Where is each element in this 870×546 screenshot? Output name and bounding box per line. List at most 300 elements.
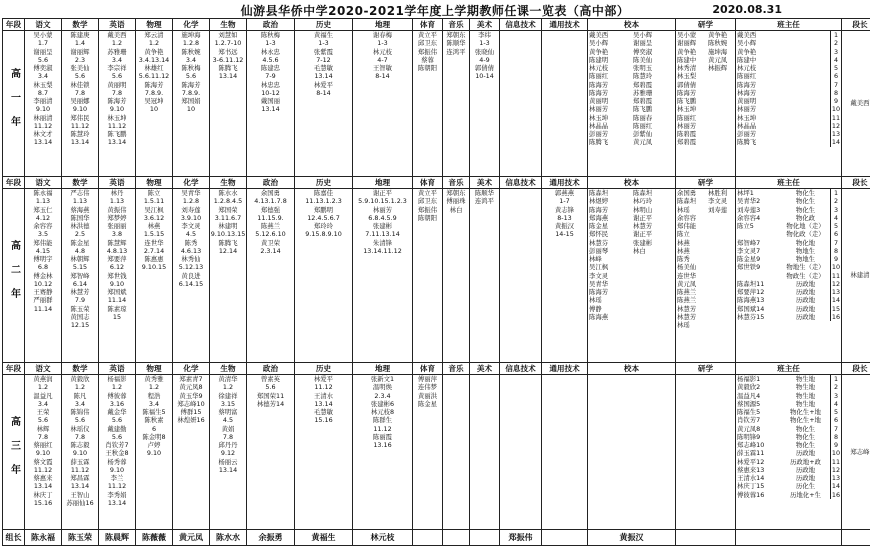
cell-line: 黄卫荣 xyxy=(247,239,294,247)
banzhuren-row xyxy=(736,272,841,280)
banzhuren-name: 杨福影1 xyxy=(736,375,781,383)
cell-line: 陈海燕 xyxy=(589,313,633,321)
cell-line: 11.12 xyxy=(99,482,135,490)
cell-line: 蔡海燕 xyxy=(62,206,98,214)
cell-line: 2.3.4 xyxy=(353,392,412,400)
banzhuren-row xyxy=(736,31,841,39)
cell-line: 15.16 xyxy=(295,416,352,424)
cell-line: 陈海芳 xyxy=(589,288,633,296)
cell-line: 林瑶仪 xyxy=(62,425,98,433)
cell-line: 傅静 xyxy=(589,305,633,313)
footer-empty xyxy=(842,530,870,546)
cell-line: 傅奕淑 xyxy=(633,48,675,56)
cell-line: 黄争艳 xyxy=(589,48,633,56)
banzhuren-class: 11 xyxy=(830,272,841,280)
banzhuren-name: 陈海燕13 xyxy=(736,296,781,304)
cell-line: 7.8.9. xyxy=(136,89,172,97)
cell-line: 苏雅珊 xyxy=(633,89,675,97)
cell-line: 陈海芳 xyxy=(677,89,708,97)
banzhuren-class: 13 xyxy=(830,130,841,138)
group-leader: 黄元凤 xyxy=(173,530,210,546)
group-leader: 陈薇薇 xyxy=(136,530,173,546)
banzhuren-row xyxy=(736,72,841,80)
header-8: 地理 xyxy=(353,363,413,375)
yanxue-columns xyxy=(677,189,735,329)
header-1: 数学 xyxy=(62,19,99,31)
cell-line: 张建彬 xyxy=(353,222,412,230)
cell-line: 11.12 xyxy=(295,383,352,391)
cell-line: 林辉 xyxy=(25,425,61,433)
cell-line: 谢正平 xyxy=(633,230,675,238)
banzhuren-subjects: 物化生 xyxy=(781,206,830,214)
banzhuren-subjects: 物化生+地 xyxy=(781,416,830,424)
cell-line: 陈燕兰 xyxy=(677,296,708,304)
cell-line: 1.2 xyxy=(136,383,172,391)
banzhuren-row xyxy=(736,138,841,146)
cell-line: 蔡丽红 xyxy=(25,441,61,449)
banzhuren-name: 吴青华2 xyxy=(736,197,781,205)
cell-xinxi xyxy=(500,31,542,177)
banzhuren-name: 傅彼蓉16 xyxy=(736,491,781,499)
header-12: 信息技术 xyxy=(500,363,542,375)
cell-line: 7.8 xyxy=(25,433,61,441)
banzhuren-row xyxy=(736,313,841,321)
cell-line: 陈素琼 xyxy=(99,305,135,313)
cell-line: 傅彼蓉 xyxy=(99,392,135,400)
duanzhang: 戴美西 xyxy=(842,31,870,177)
cell-line: 林玉坤 xyxy=(99,114,135,122)
banzhuren-class: 9 xyxy=(830,97,841,105)
banzhuren-row xyxy=(736,482,841,490)
cell-line: 陈建忠 xyxy=(247,64,294,72)
cell-line: 15 xyxy=(99,313,135,321)
cell-line: 黄丽明 xyxy=(589,97,633,105)
cell-line: 7.8 xyxy=(62,433,98,441)
banzhuren-subjects: 物地生 xyxy=(781,255,830,263)
group-leader: 林元枝 xyxy=(353,530,413,546)
banzhuren-subjects: 物化生 xyxy=(781,425,830,433)
cell-line: 吴小辉 xyxy=(589,39,633,47)
cell-tiyu xyxy=(413,375,443,530)
cell-line: 黄燕润 xyxy=(25,375,61,383)
cell-line: 7.8.9. xyxy=(173,89,209,97)
cell-line: 陈美仙 xyxy=(633,56,675,64)
cell-line: 2.3 xyxy=(62,56,98,64)
group-leader: 郑振伟 xyxy=(500,530,542,546)
cell-meishu xyxy=(470,189,500,363)
header-16: 班主任 xyxy=(736,19,842,31)
header-5: 生物 xyxy=(210,363,247,375)
banzhuren-row xyxy=(736,466,841,474)
cell-line: 林丽芳 xyxy=(353,206,412,214)
cell-line: 3.15 xyxy=(210,400,246,408)
cell-yinyue xyxy=(443,375,470,530)
cell-line: 杨丽云 xyxy=(210,458,246,466)
cell-yanxue xyxy=(676,189,736,363)
cell-line: 13.14 xyxy=(25,138,61,146)
cell-line: 9.10.15 xyxy=(136,263,172,271)
yanxue-columns xyxy=(677,31,735,147)
cell-zhengzhi xyxy=(247,189,295,363)
header-2: 英语 xyxy=(99,363,136,375)
cell-line: 黄争艳 xyxy=(708,31,735,39)
banzhuren-name: 刘寿莲3 xyxy=(736,206,781,214)
banzhuren-spacer xyxy=(781,130,830,138)
cell-line: 6.12 xyxy=(99,263,135,271)
cell-line: 傅奕淑 xyxy=(25,64,61,72)
cell-line: 13.14 xyxy=(295,72,352,80)
cell-line: 彭丽琴 xyxy=(589,247,633,255)
header-9: 体育 xyxy=(413,363,443,375)
header-10: 音乐 xyxy=(443,177,470,189)
cell-xinxi xyxy=(500,189,542,363)
cell-line: 谢春梅 xyxy=(353,31,412,39)
cell-line: 林煌妍16 xyxy=(173,416,209,424)
cell-line: 1.13 xyxy=(62,197,98,205)
cell-line: 郑伟能 xyxy=(677,222,708,230)
banzhuren-class: 4 xyxy=(830,56,841,64)
banzhuren-subjects: 物地生（走） xyxy=(781,263,830,271)
cell-line: 陈嘉佳 xyxy=(295,189,352,197)
cell-line: 11.14 xyxy=(25,305,61,313)
cell-yuwen xyxy=(25,31,62,177)
cell-line: 彭紫仙 xyxy=(633,130,675,138)
group-leader xyxy=(443,530,470,546)
banzhuren-subjects: 历政地+政 xyxy=(781,458,830,466)
cell-line: 郭燕燕 xyxy=(542,189,587,197)
banzhuren-name: 黄争艳 xyxy=(736,48,781,56)
cell-line: 林爱平 xyxy=(295,81,352,89)
banzhuren-row xyxy=(736,97,841,105)
cell-lishi xyxy=(295,375,353,530)
header-13: 通用技术 xyxy=(542,363,588,375)
banzhuren-row xyxy=(736,288,841,296)
banzhuren-name: 陈森坦11 xyxy=(736,280,781,288)
banzhuren-class: 3 xyxy=(830,48,841,56)
cell-line: 王清水 xyxy=(295,392,352,400)
cell-line: 13.14 xyxy=(62,138,98,146)
cell-line: 黄志锋 xyxy=(542,206,587,214)
cell-line: 13.14 xyxy=(247,105,294,113)
cell-line: 3.16 xyxy=(99,400,135,408)
cell-yuwen xyxy=(25,189,62,363)
cell-line: 李文灵 xyxy=(708,197,735,205)
cell-line: 陈丽红 xyxy=(633,122,675,130)
cell-line: 林建明 xyxy=(210,222,246,230)
banzhuren-class: 5 xyxy=(830,408,841,416)
header-11: 美术 xyxy=(470,19,500,31)
cell-line: 13.14 xyxy=(62,482,98,490)
banzhuren-subjects: 物生地 xyxy=(781,383,830,391)
banzhuren-spacer xyxy=(781,138,830,146)
banzhuren-name: 蔡国源5 xyxy=(736,400,781,408)
banzhuren-row xyxy=(736,474,841,482)
banzhuren-class: 12 xyxy=(830,280,841,288)
banzhuren-subjects: 物化生 xyxy=(781,433,830,441)
cell-line: 黄福生 xyxy=(295,31,352,39)
banzhuren-class: 11 xyxy=(830,114,841,122)
cell-line: 林爱平 xyxy=(295,375,352,383)
cell-line: 蔡惠来 xyxy=(25,474,61,482)
cell-line: 陈金星 xyxy=(589,222,633,230)
banzhuren-name: 黄毅欣2 xyxy=(736,383,781,391)
cell-line: 严志伟 xyxy=(62,189,98,197)
cell-line: 5.12.6.10 xyxy=(247,230,294,238)
footer-row xyxy=(3,530,870,546)
cell-line: 郑伟能 xyxy=(25,239,61,247)
banzhuren-name: 林玉坤 xyxy=(736,114,781,122)
banzhuren-subjects: 历政地 xyxy=(781,305,830,313)
banzhuren-class: 8 xyxy=(830,433,841,441)
cell-line: 13.14 xyxy=(25,482,61,490)
cell-line: 吴丽娜 xyxy=(62,97,98,105)
cell-line: 陈永福 xyxy=(25,189,61,197)
cell-line: 林玉梨 xyxy=(677,72,708,80)
banzhuren-subjects: 历政地 xyxy=(781,449,830,457)
header-nianduan: 年段 xyxy=(3,363,25,375)
banzhuren-class: 6 xyxy=(830,416,841,424)
cell-line: 陈顺华 xyxy=(443,39,469,47)
cell-banzhuren xyxy=(736,375,842,530)
footer-label: 组长 xyxy=(3,530,25,546)
cell-shuxue xyxy=(62,375,99,530)
header-16: 班主任 xyxy=(736,177,842,189)
yanxue-col-1 xyxy=(677,189,708,329)
group-leader xyxy=(413,530,443,546)
banzhuren-name: 王清水14 xyxy=(736,474,781,482)
header-12: 信息技术 xyxy=(500,19,542,31)
cell-line: 陈飞鹏 xyxy=(99,130,135,138)
cell-line: 林燕 xyxy=(136,222,172,230)
cell-line: 1.2 xyxy=(99,39,135,47)
cell-line: 杨美仙 xyxy=(677,263,708,271)
header-8: 地理 xyxy=(353,177,413,189)
cell-line: 邱丹丹 xyxy=(210,441,246,449)
banzhuren-class: 8 xyxy=(830,89,841,97)
cell-line: 5.6 xyxy=(25,56,61,64)
cell-yingyu xyxy=(99,189,136,363)
banzhuren-name: 郑志峰10 xyxy=(736,441,781,449)
cell-line: 4.12 xyxy=(25,214,61,222)
banzhuren-row xyxy=(736,296,841,304)
cell-line: 6.14 xyxy=(62,280,98,288)
cell-line: 2.5 xyxy=(62,230,98,238)
cell-line: 谢正平 xyxy=(353,189,412,197)
banzhuren-row xyxy=(736,416,841,424)
cell-line: 13.14 xyxy=(210,72,246,80)
banzhuren-row xyxy=(736,239,841,247)
cell-line: 谢正平 xyxy=(633,214,675,222)
banzhuren-row xyxy=(736,433,841,441)
footer-empty xyxy=(736,530,842,546)
cell-line: 林元枝 xyxy=(589,64,633,72)
cell-line: 3.11.6.7 xyxy=(210,214,246,222)
cell-line: 李纬 xyxy=(470,31,499,39)
banzhuren-subjects: 历政地 xyxy=(781,280,830,288)
cell-line: 郭倩倩 xyxy=(470,64,499,72)
cell-line: 林煜婷 xyxy=(589,197,633,205)
cell-line: 林玉梨 xyxy=(25,81,61,89)
cell-line: 林巧玲 xyxy=(633,197,675,205)
cell-line: 林玉坤 xyxy=(677,105,708,113)
banzhuren-class: 6 xyxy=(830,230,841,238)
cell-line: 9.10 xyxy=(99,280,135,288)
cell-shuxue xyxy=(62,189,99,363)
cell-line: 12.14 xyxy=(210,247,246,255)
header-5: 生物 xyxy=(210,19,247,31)
banzhuren-name: 陈丽红 xyxy=(736,72,781,80)
cell-line: 程浩 xyxy=(136,392,172,400)
cell-line: 1.2 xyxy=(136,39,172,47)
header-15: 研学 xyxy=(676,177,736,189)
cell-line: 13.14.11.12 xyxy=(353,247,412,255)
header-8: 地理 xyxy=(353,19,413,31)
grade-label: 高二年 xyxy=(3,189,25,363)
cell-line: 王智敏 xyxy=(353,64,412,72)
banzhuren-class: 5 xyxy=(830,222,841,230)
cell-line: 郑素青7 xyxy=(173,375,209,383)
cell-line: 陈森坦 xyxy=(677,197,708,205)
cell-line: 吴江枫 xyxy=(136,206,172,214)
banzhuren-row xyxy=(736,105,841,113)
header-1: 数学 xyxy=(62,177,99,189)
cell-line: 7.8 xyxy=(99,89,135,97)
cell-line: 1.7 xyxy=(25,39,61,47)
cell-line: 卢婷 xyxy=(136,441,172,449)
banzhuren-class: 10 xyxy=(830,449,841,457)
cell-line: 黄争艳 xyxy=(136,48,172,56)
cell-line: 3.4 xyxy=(99,56,135,64)
banzhuren-name: 蔡惠来13 xyxy=(736,466,781,474)
cell-line: 傅群15 xyxy=(173,408,209,416)
cell-line: 毛慧敏 xyxy=(295,64,352,72)
cell-line: 郑鹏明 xyxy=(295,206,352,214)
banzhuren-name: 郑智峰7 xyxy=(736,239,781,247)
cell-line: 陈海芳 xyxy=(136,81,172,89)
cell-line: 郑伟民 xyxy=(62,114,98,122)
cell-yanxue xyxy=(676,375,736,530)
cell-line: 7.8 xyxy=(62,89,98,97)
banzhuren-name: 彭丽芳 xyxy=(736,130,781,138)
yanxue-col-1 xyxy=(677,31,708,147)
cell-line: 林庆丁 xyxy=(25,491,61,499)
cell-line: 陈秋婉 xyxy=(708,39,735,47)
cell-line: 林忠忠 xyxy=(247,81,294,89)
cell-line: 戴美西 xyxy=(589,31,633,39)
banzhuren-class: 14 xyxy=(830,296,841,304)
cell-line: 11.12 xyxy=(25,466,61,474)
header-row xyxy=(3,177,870,189)
cell-line: 林秀清 xyxy=(677,64,708,72)
cell-wuli xyxy=(136,189,173,363)
title-row xyxy=(2,2,868,18)
cell-line: 陈碧霞 xyxy=(677,130,708,138)
cell-line: 陈腾飞 xyxy=(589,138,633,146)
banzhuren-name: 黄元凤8 xyxy=(736,425,781,433)
cell-line: 11.14 xyxy=(99,296,135,304)
cell-line: 陈金星 xyxy=(413,400,442,408)
cell-xiaoben xyxy=(588,189,676,363)
cell-tongyong xyxy=(542,189,588,363)
cell-line: 3-6.11.12 xyxy=(210,56,246,64)
cell-shuxue xyxy=(62,31,99,177)
banzhuren-class: 7 xyxy=(830,239,841,247)
cell-line: 陈志毅 xyxy=(62,441,98,449)
cell-line: 蔡明富 xyxy=(210,408,246,416)
cell-line: 郑梦婷 xyxy=(99,214,135,222)
banzhuren-spacer xyxy=(781,97,830,105)
cell-line: 郑怀民 xyxy=(589,230,633,238)
cell-line: 5.6 xyxy=(62,416,98,424)
header-17: 段长 xyxy=(842,19,870,31)
cell-line: 1.13 xyxy=(25,197,61,205)
cell-line: 13.14 xyxy=(99,138,135,146)
banzhuren-class: 16 xyxy=(830,313,841,321)
banzhuren-row xyxy=(736,400,841,408)
cell-line: 黄振伟 xyxy=(99,206,135,214)
cell-lishi xyxy=(295,189,353,363)
group-leader xyxy=(542,530,588,546)
cell-banzhuren xyxy=(736,31,842,177)
cell-tiyu xyxy=(413,189,443,363)
cell-line: 余容容 xyxy=(677,214,708,222)
cell-line: 13.14 xyxy=(210,466,246,474)
cell-line: 3.8 xyxy=(99,230,135,238)
cell-line: 郑碧霞 xyxy=(633,81,675,89)
cell-line: 张晓仙 xyxy=(470,48,499,56)
cell-line: 吴冠坤 xyxy=(136,97,172,105)
cell-line: 11.12 xyxy=(353,425,412,433)
banzhuren-class: 7 xyxy=(830,81,841,89)
cell-line: 2.3.14 xyxy=(247,247,294,255)
banzhuren-class: 4 xyxy=(830,400,841,408)
cell-line: 郑朝东 xyxy=(443,189,469,197)
header-6: 政治 xyxy=(247,363,295,375)
cell-line: 陈金星 xyxy=(62,239,98,247)
banzhuren-subjects: 物化生 xyxy=(781,197,830,205)
cell-line: 9.10 xyxy=(25,449,61,457)
grade-row xyxy=(3,375,870,530)
cell-line: 林晶晶 xyxy=(589,122,633,130)
cell-line: 林慧芳 xyxy=(677,313,708,321)
cell-line: 林瑶 xyxy=(677,321,708,329)
cell-banzhuren xyxy=(736,189,842,363)
cell-line: 傅丽萍 xyxy=(413,375,442,383)
cell-line: 陈秋素 xyxy=(136,416,172,424)
banzhuren-class: 11 xyxy=(830,458,841,466)
cell-lishi xyxy=(295,31,353,177)
cell-line: 陈慧玲 xyxy=(62,130,98,138)
cell-line: 11.13.1.2.3 xyxy=(295,197,352,205)
banzhuren-class: 7 xyxy=(830,425,841,433)
banzhuren-name: 余容容4 xyxy=(736,214,781,222)
cell-line: 1.2.8.4.5 xyxy=(210,197,246,205)
banzhuren-spacer xyxy=(781,114,830,122)
banzhuren-spacer xyxy=(781,39,830,47)
cell-line: 杨秀蓉 xyxy=(99,458,135,466)
banzhuren-subjects: 物化地（走） xyxy=(781,222,830,230)
banzhuren-class: 4 xyxy=(830,214,841,222)
cell-line: 黄元凤 xyxy=(708,56,735,64)
banzhuren-row xyxy=(736,441,841,449)
cell-dili xyxy=(353,31,413,177)
cell-line: 郑振伟 xyxy=(413,48,442,56)
cell-line: 邱卫东 xyxy=(413,39,442,47)
cell-line: 黄丽洪 xyxy=(413,392,442,400)
cell-line: 陈丽红 xyxy=(677,114,708,122)
cell-yinyue xyxy=(443,189,470,363)
cell-line: 郑书远 xyxy=(210,48,246,56)
